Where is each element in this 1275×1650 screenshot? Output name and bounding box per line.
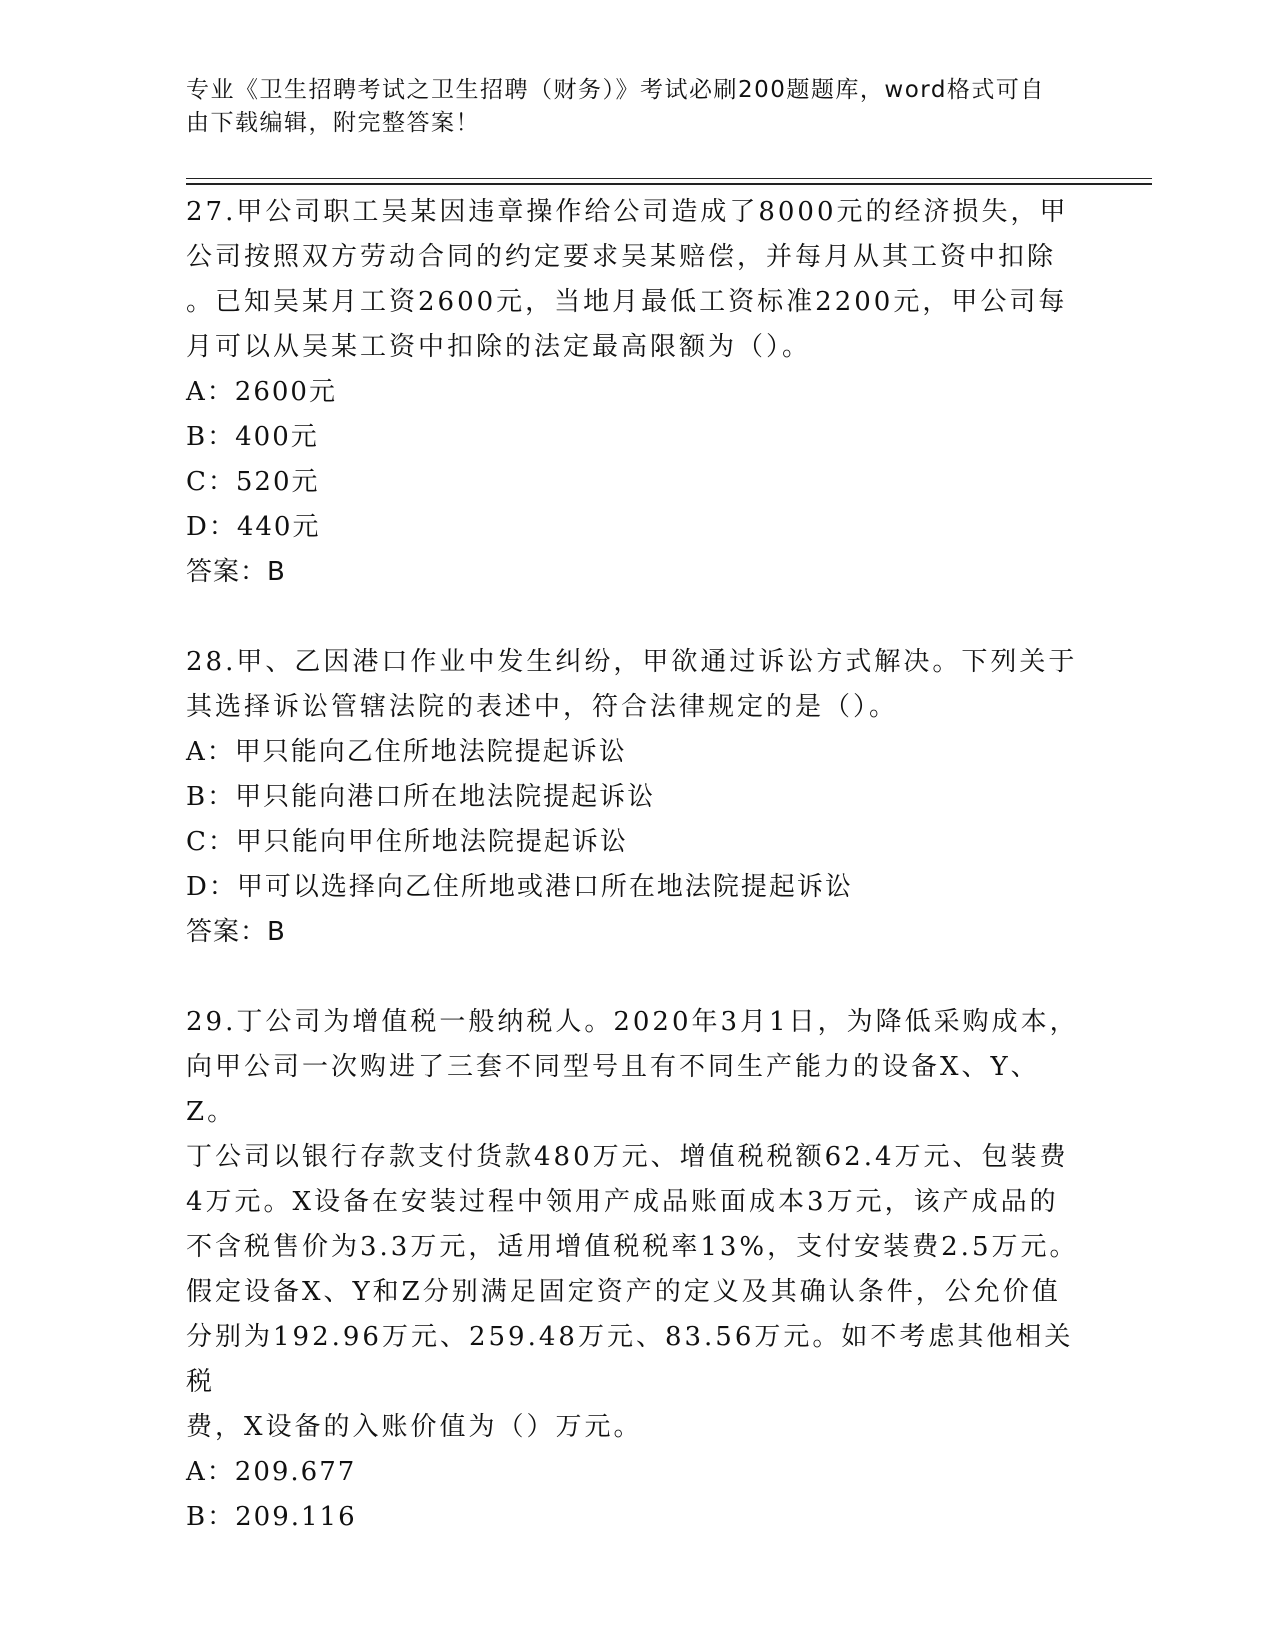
question-line: 28.甲、乙因港口作业中发生纠纷，甲欲通过诉讼方式解决。下列关于: [186, 647, 1078, 677]
header-line-2: 由下载编辑，附完整答案！: [186, 110, 480, 136]
question-line: 假定设备X、Y和Z分别满足固定资产的定义及其确认条件，公允价值: [186, 1277, 1061, 1307]
question-line: 4万元。X设备在安装过程中领用产成品账面成本3万元，该产成品的: [186, 1187, 1059, 1217]
question-line: 29.丁公司为增值税一般纳税人。2020年3月1日，为降低采购成本，: [186, 1007, 1079, 1037]
question-line: 27.甲公司职工吴某因违章操作给公司造成了8000元的经济损失，甲: [186, 197, 1069, 227]
page-header: [186, 74, 1066, 140]
question-line: 费，X设备的入账价值为（）万元。: [186, 1412, 643, 1442]
answer: 答案：B: [186, 917, 286, 947]
question-line: 其选择诉讼管辖法院的表述中，符合法律规定的是（）。: [186, 692, 899, 722]
spacer: [186, 955, 1086, 1000]
question-29: [186, 1000, 1086, 1540]
option-c: C：甲只能向甲住所地法院提起诉讼: [186, 827, 628, 857]
question-line: 公司按照双方劳动合同的约定要求吴某赔偿，并每月从其工资中扣除: [186, 242, 1057, 272]
header-line-1: 专业《卫生招聘考试之卫生招聘（财务）》考试必刷200题题库，word格式可自: [186, 77, 1045, 103]
option-b: B：甲只能向港口所在地法院提起诉讼: [186, 782, 656, 812]
option-a: A：2600元: [186, 377, 337, 407]
option-c: C：520元: [186, 467, 320, 497]
option-d: D：甲可以选择向乙住所地或港口所在地法院提起诉讼: [186, 872, 853, 902]
question-line: 丁公司以银行存款支付货款480万元、增值税税额62.4万元、包装费: [186, 1142, 1069, 1172]
option-a: A：209.677: [186, 1457, 357, 1487]
question-28: [186, 640, 1086, 955]
option-a: A：甲只能向乙住所地法院提起诉讼: [186, 737, 627, 767]
question-line: 向甲公司一次购进了三套不同型号且有不同生产能力的设备X、Y、Z。: [186, 1052, 1040, 1127]
question-line: 分别为192.96万元、259.48万元、83.56万元。如不考虑其他相关税: [186, 1322, 1074, 1397]
header-divider-thin: [186, 178, 1152, 179]
question-line: 不含税售价为3.3万元，适用增值税税率13%，支付安装费2.5万元。: [186, 1232, 1079, 1262]
header-divider-thick: [186, 183, 1152, 185]
option-b: B：209.116: [186, 1502, 357, 1532]
question-line: 。已知吴某月工资2600元，当地月最低工资标准2200元，甲公司每: [186, 287, 1068, 317]
option-b: B：400元: [186, 422, 319, 452]
question-line: 月可以从吴某工资中扣除的法定最高限额为（）。: [186, 332, 812, 362]
option-d: D：440元: [186, 512, 321, 542]
question-27: [186, 190, 1086, 595]
spacer: [186, 595, 1086, 640]
question-list: [186, 190, 1086, 1540]
answer: 答案：B: [186, 557, 286, 587]
